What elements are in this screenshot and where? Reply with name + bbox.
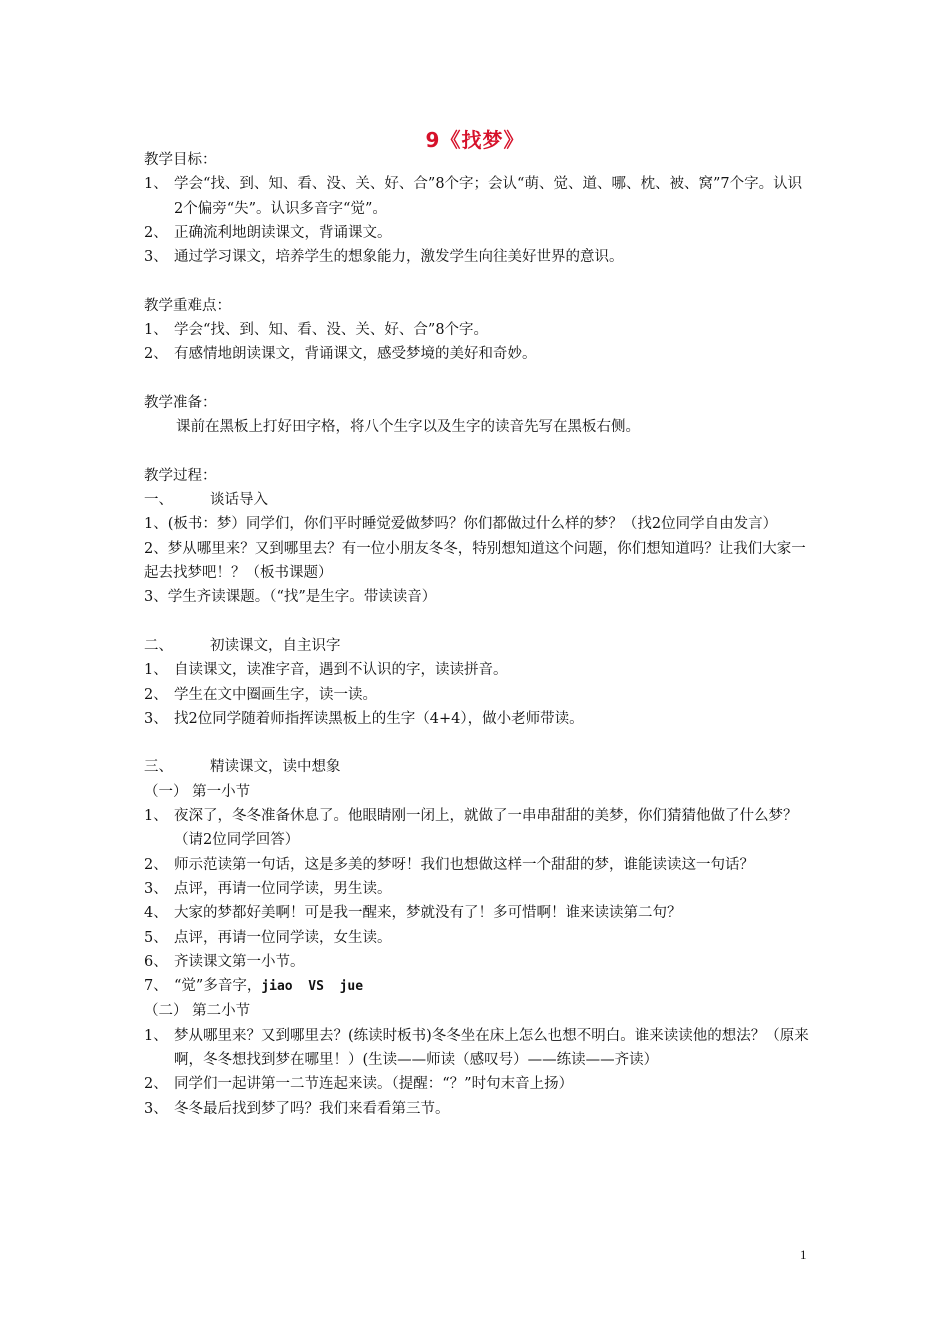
section-2-item-2 bbox=[144, 683, 810, 707]
list-number: 3、 bbox=[144, 880, 168, 897]
goals-item-3 bbox=[144, 245, 810, 269]
process-heading: 教学过程： bbox=[144, 467, 217, 484]
part-1-item-4 bbox=[144, 901, 810, 925]
list-text: 学会“找、到、知、看、没、关、好、合”8个字；会认“萌、觉、道、哪、枕、被、窝”7个字。认识2个偏旁“失”。认识多音字“觉”。 bbox=[174, 176, 803, 217]
page-number: 1 bbox=[800, 1247, 807, 1262]
list-text bbox=[174, 974, 810, 999]
list-text: 师示范读第一句话，这是多美的梦呀！我们也想做这样一个甜甜的梦，谁能读读这一句话？ bbox=[174, 856, 754, 873]
section-1-item-2: 2、梦从哪里来？又到哪里去？有一位小朋友冬冬，特别想知道这个问题，你们想知道吗？让我们大家一起去找梦吧！？（板书课题） bbox=[144, 540, 806, 582]
section-number: 一、 bbox=[144, 492, 173, 509]
section-title: 谈话导入 bbox=[210, 492, 268, 509]
list-number: 5、 bbox=[144, 929, 168, 946]
part-2-item-1 bbox=[144, 1024, 810, 1073]
section-title: 精读课文，读中想象 bbox=[210, 759, 341, 776]
section-number: 二、 bbox=[144, 637, 173, 654]
list-number: 7、 bbox=[144, 978, 168, 995]
pinyin-comparison: jiao VS jue bbox=[261, 979, 364, 995]
list-number: 2、 bbox=[144, 1076, 168, 1093]
part-2-item-3 bbox=[144, 1097, 810, 1121]
list-text: 大家的梦都好美啊！可是我一醒来，梦就没有了！多可惜啊！谁来读读第二句？ bbox=[174, 905, 682, 922]
part-1-item-2 bbox=[144, 853, 810, 877]
list-number: 3、 bbox=[144, 249, 168, 266]
list-number: 3、 bbox=[144, 710, 168, 727]
list-number: 2、 bbox=[144, 346, 168, 363]
section-title: 初读课文，自主识字 bbox=[210, 637, 341, 654]
list-number: 1、 bbox=[144, 808, 168, 825]
list-number: 2、 bbox=[144, 686, 168, 703]
part-1-item-5 bbox=[144, 926, 810, 950]
list-text: 通过学习课文，培养学生的想象能力，激发学生向往美好世界的意识。 bbox=[174, 249, 624, 266]
preparation-text: 课前在黑板上打好田字格，将八个生字以及生字的读音先写在黑板右侧。 bbox=[176, 419, 640, 436]
list-number: 2、 bbox=[144, 856, 168, 873]
list-number: 2、 bbox=[144, 224, 168, 241]
polyphone-text: “觉”多音字， bbox=[174, 978, 262, 995]
section-3-heading bbox=[144, 755, 810, 779]
goals-heading: 教学目标： bbox=[144, 152, 217, 168]
section-1-item-1: 1、(板书：梦）同学们，你们平时睡觉爱做梦吗？你们都做过什么样的梦？（找2位同学自由发言） bbox=[144, 516, 778, 533]
list-text: 找2位同学随着师指挥读黑板上的生字（4+4），做小老师带读。 bbox=[174, 710, 584, 727]
list-text: 正确流利地朗读课文，背诵课文。 bbox=[174, 224, 392, 241]
section-2-heading bbox=[144, 634, 810, 658]
list-text: 有感情地朗读课文，背诵课文，感受梦境的美好和奇妙。 bbox=[174, 346, 537, 363]
difficulties-item-2 bbox=[144, 342, 810, 366]
goals-item-1 bbox=[144, 172, 810, 221]
section-1-heading bbox=[144, 488, 810, 512]
section-2-item-1 bbox=[144, 658, 810, 682]
part-2-item-2 bbox=[144, 1072, 810, 1096]
section-1-item-3: 3、学生齐读课题。（“找”是生字。带读读音） bbox=[144, 589, 437, 606]
difficulties-heading: 教学重难点： bbox=[144, 297, 231, 314]
list-number: 4、 bbox=[144, 905, 168, 922]
part-1-label: （一） 第一小节 bbox=[144, 783, 251, 800]
list-number: 1、 bbox=[144, 1027, 168, 1044]
part-2-label: （二） 第二小节 bbox=[144, 1003, 251, 1020]
part-1-item-1 bbox=[144, 804, 810, 853]
part-1-item-3 bbox=[144, 877, 810, 901]
difficulties-item-1 bbox=[144, 318, 810, 342]
list-number: 1、 bbox=[144, 662, 168, 679]
list-text: 点评，再请一位同学读，女生读。 bbox=[174, 929, 392, 946]
section-2-item-3 bbox=[144, 707, 810, 731]
list-text: 同学们一起讲第一二节连起来读。（提醒：“？”时句末音上扬） bbox=[174, 1076, 574, 1093]
list-text: 梦从哪里来？又到哪里去？(练读时板书)冬冬坐在床上怎么也想不明白。谁来读读他的想法？（原来啊，冬冬想找到梦在哪里！）(生读——师读（感叹号）——练读——齐读） bbox=[174, 1027, 809, 1068]
list-text: 夜深了，冬冬准备休息了。他眼睛刚一闭上，就做了一串串甜甜的美梦，你们猜猜他做了什么梦？（请2位同学回答） bbox=[174, 808, 798, 849]
part-1-item-7 bbox=[144, 974, 810, 999]
list-text: 学会“找、到、知、看、没、关、好、合”8个字。 bbox=[174, 322, 489, 339]
list-number: 1、 bbox=[144, 176, 168, 193]
list-text: 自读课文，读准字音，遇到不认识的字，读读拼音。 bbox=[174, 662, 508, 679]
list-text: 学生在文中圈画生字，读一读。 bbox=[174, 686, 377, 703]
part-1-item-6 bbox=[144, 950, 810, 974]
list-number: 6、 bbox=[144, 953, 168, 970]
list-text: 冬冬最后找到梦了吗？我们来看看第三节。 bbox=[174, 1100, 450, 1117]
preparation-heading: 教学准备： bbox=[144, 394, 217, 411]
document-body bbox=[144, 148, 810, 1121]
goals-item-2 bbox=[144, 221, 810, 245]
list-text: 齐读课文第一小节。 bbox=[174, 953, 305, 970]
section-number: 三、 bbox=[144, 759, 173, 776]
list-text: 点评，再请一位同学读，男生读。 bbox=[174, 880, 392, 897]
list-number: 3、 bbox=[144, 1100, 168, 1117]
list-number: 1、 bbox=[144, 322, 168, 339]
document-title: 9《找梦》 bbox=[425, 128, 525, 152]
